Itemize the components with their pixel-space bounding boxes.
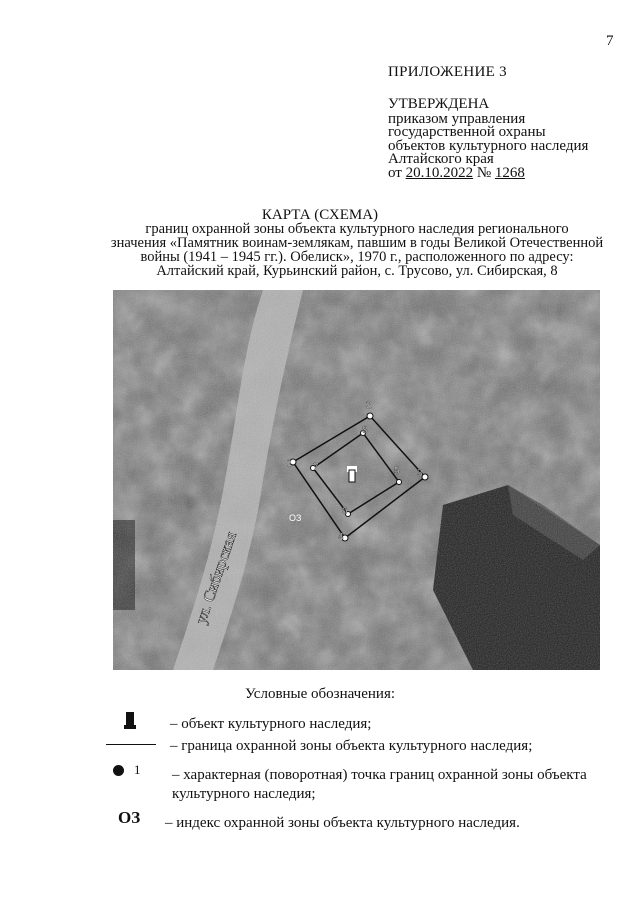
point-label-4: 4	[338, 532, 344, 543]
legend-point-number: 1	[134, 762, 141, 777]
map-image	[113, 290, 600, 670]
street-label: ул. Сибирская	[192, 529, 241, 627]
appendix-label: ПРИЛОЖЕНИЕ 3	[388, 64, 507, 80]
zone-index-label: ОЗ	[289, 513, 302, 523]
legend-title: Условные обозначения:	[244, 686, 396, 702]
subtitle-line-3: войны (1941 – 1945 гг.). Обелиск», 1970 г., расположенного по адресу:	[140, 249, 574, 265]
monument-icon	[347, 466, 357, 482]
point-3-marker	[422, 474, 428, 480]
date-prefix: от	[388, 164, 406, 181]
legend-point-text-1: – характерная (поворотная) точка границ охранной зоны объекта	[172, 767, 587, 783]
legend-point-icon	[113, 765, 124, 776]
number-prefix: №	[473, 164, 495, 181]
subtitle-line-2: значения «Памятник воинам-землякам, павшим в годы Великой Отечественной	[110, 235, 604, 251]
approved-line-2: государственной охраны	[388, 124, 546, 140]
point-2-marker	[367, 413, 373, 419]
legend-monument-icon	[124, 710, 136, 730]
point-label-1: 1	[287, 458, 293, 469]
approved-label: УТВЕРЖДЕНА	[388, 96, 490, 112]
aerial-map	[113, 290, 600, 670]
page-number: 7	[606, 33, 614, 49]
map-subtitle	[92, 222, 622, 278]
point-5-marker	[397, 480, 402, 485]
subtitle-line-4: Алтайский край, Курьинский район, с. Трусово, ул. Сибирская, 8	[156, 263, 558, 279]
point-label-8: 8	[362, 425, 368, 436]
legend-monument-text: – объект культурного наследия;	[170, 716, 372, 732]
approval-number: 1268	[494, 164, 525, 181]
legend-zone-text: – индекс охранной зоны объекта культурного наследия.	[165, 815, 520, 831]
approved-line-3: объектов культурного наследия	[388, 137, 589, 154]
legend-point-text-2: культурного наследия;	[172, 786, 316, 802]
legend-boundary-line	[106, 744, 156, 745]
point-label-3: 3	[417, 468, 423, 479]
legend-boundary-text: – граница охранной зоны объекта культурного наследия;	[170, 738, 533, 754]
approval-date: 20.10.2022	[405, 164, 474, 181]
point-label-6: 6	[342, 506, 348, 517]
map-title: КАРТА (СХЕМА)	[261, 207, 379, 223]
approval-block	[388, 98, 588, 180]
legend-zone-code: ОЗ	[118, 808, 141, 827]
approved-line-4: Алтайского края	[388, 151, 494, 167]
point-label-2: 2	[366, 400, 372, 411]
approved-line-1: приказом управления	[388, 110, 526, 127]
point-label-7: 7	[313, 462, 319, 473]
point-label-5: 5	[394, 466, 400, 477]
subtitle-line-1: границ охранной зоны объекта культурного наследия регионального	[145, 221, 569, 237]
approval-date-line	[388, 164, 588, 181]
map-grain	[113, 290, 600, 670]
